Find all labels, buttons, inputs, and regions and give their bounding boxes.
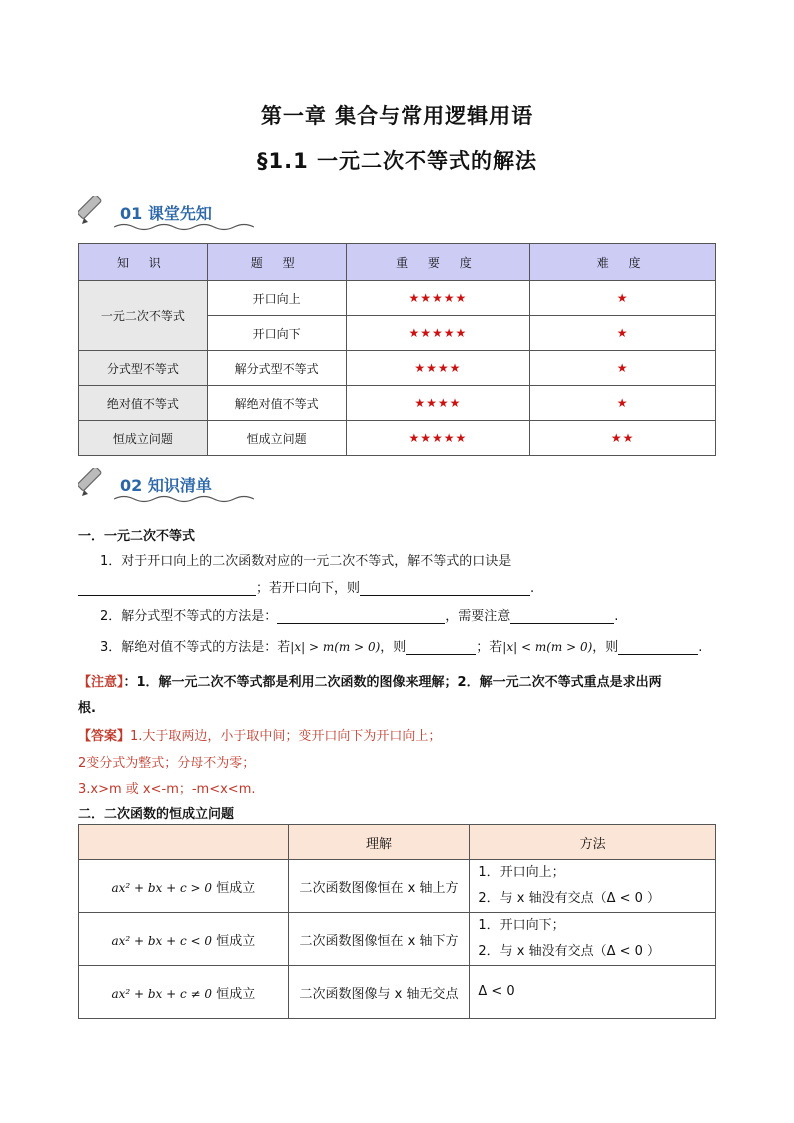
- table-row: [79, 386, 716, 421]
- answer-text-1: 1.大于取两边，小于取中间；变开口向下为开口向上；: [130, 729, 442, 744]
- item3-end: .: [698, 640, 703, 655]
- answer-line2: 2变分式为整式；分母不为零；: [78, 756, 256, 771]
- squiggle-underline: [114, 222, 254, 232]
- header-importance: 重 要 度: [346, 244, 530, 281]
- importance-stars: ★★★★: [346, 386, 530, 421]
- condition-text: 恒成立: [216, 986, 256, 1002]
- knowledge-cell: 绝对值不等式: [79, 386, 208, 421]
- section-header-01: [78, 196, 308, 228]
- note-label: 【注意】: [78, 675, 124, 690]
- answer-blank: [510, 609, 614, 624]
- item2-text-a: 2．解分式型不等式的方法是：: [100, 609, 278, 624]
- section-title: §1.1 一元二次不等式的解法: [256, 149, 537, 173]
- header-method: 方法: [470, 825, 716, 860]
- answer-blank: [78, 581, 256, 596]
- answer-line3: 3.x>m 或 x<-m；-m<x<m.: [78, 782, 256, 797]
- knowledge-overview-table: [78, 243, 716, 456]
- item1-end: .: [530, 581, 535, 596]
- header-knowledge: 知 识: [79, 244, 208, 281]
- header-blank: [79, 825, 289, 860]
- chapter-title: 第一章 集合与常用逻辑用语: [260, 104, 534, 128]
- note-line: [78, 671, 662, 690]
- section-title-02: 02 知识清单: [120, 476, 212, 495]
- understand-cell: 二次函数图像与 x 轴无交点: [288, 966, 470, 1019]
- method-line: 2．与 x 轴没有交点（Δ < 0 ）: [478, 944, 661, 959]
- answer-line1: [78, 725, 441, 744]
- item3-text-b: ，则: [380, 640, 407, 655]
- note-line2: 根.: [78, 701, 96, 716]
- answer-blank: [360, 581, 530, 596]
- part2-title: 二．二次函数的恒成立问题: [78, 807, 235, 822]
- header-type: 题 型: [207, 244, 346, 281]
- method-line: 2．与 x 轴没有交点（Δ < 0 ）: [478, 891, 661, 906]
- header-understand: 理解: [288, 825, 470, 860]
- answer-blank: [277, 609, 445, 624]
- section-title-01: 01 课堂先知: [120, 204, 212, 223]
- knowledge-cell: 一元二次不等式: [79, 281, 208, 351]
- condition-cell: [79, 860, 289, 913]
- condition-text: 恒成立: [216, 933, 256, 949]
- answer-blank: [406, 640, 476, 655]
- item2-line: [100, 605, 618, 624]
- table-row: [79, 860, 716, 913]
- table-header-row: [79, 244, 716, 281]
- importance-stars: ★★★★★: [346, 316, 530, 351]
- item1-line2: [78, 577, 534, 596]
- method-cell: Δ < 0: [470, 966, 716, 1019]
- note-text: ：1．解一元二次不等式都是利用二次函数的图像来理解；2．解一元二次不等式重点是求出两: [123, 675, 662, 690]
- understand-cell: 二次函数图像恒在 x 轴上方: [288, 860, 470, 913]
- item3-text-d: ，则: [592, 640, 619, 655]
- method-line: 1．开口向下；: [478, 918, 565, 933]
- item3-math2: |x| < m(m > 0): [502, 640, 593, 654]
- method-line: 1．开口向上；: [478, 865, 565, 880]
- condition-text: 恒成立: [216, 880, 256, 896]
- method-cell: [470, 860, 716, 913]
- type-cell: 解绝对值不等式: [207, 386, 346, 421]
- item3-text-a: 3．解绝对值不等式的方法是：若: [100, 640, 291, 655]
- item3-line: [100, 636, 702, 655]
- table-header-row: [79, 825, 716, 860]
- constant-inequality-table: [78, 824, 716, 1019]
- knowledge-cell: 分式型不等式: [79, 351, 208, 386]
- table-row: [79, 966, 716, 1019]
- importance-stars: ★★★★★: [346, 281, 530, 316]
- type-cell: 开口向上: [207, 281, 346, 316]
- answer-label: 【答案】: [78, 729, 131, 744]
- difficulty-stars: ★: [530, 281, 716, 316]
- header-difficulty: 难 度: [530, 244, 716, 281]
- difficulty-stars: ★: [530, 386, 716, 421]
- item2-text-b: ，需要注意: [445, 609, 511, 624]
- difficulty-stars: ★★: [530, 421, 716, 456]
- item3-text-c: ；若: [476, 640, 503, 655]
- difficulty-stars: ★: [530, 351, 716, 386]
- answer-blank: [618, 640, 698, 655]
- importance-stars: ★★★★★: [346, 421, 530, 456]
- condition-math: ax² + bx + c < 0: [111, 933, 213, 948]
- item2-end: .: [614, 609, 619, 624]
- table-row: [79, 281, 716, 316]
- squiggle-underline: [114, 494, 254, 504]
- importance-stars: ★★★★: [346, 351, 530, 386]
- section-header-02: [78, 468, 308, 500]
- pencil-icon: [78, 196, 114, 228]
- item1-text-b: ；若开口向下，则: [256, 581, 361, 596]
- method-cell: [470, 913, 716, 966]
- table-row: [79, 351, 716, 386]
- difficulty-stars: ★: [530, 316, 716, 351]
- pencil-icon: [78, 468, 114, 500]
- table-row: [79, 913, 716, 966]
- condition-cell: [79, 966, 289, 1019]
- item1-text: 1．对于开口向上的二次函数对应的一元二次不等式，解不等式的口诀是: [100, 554, 512, 569]
- type-cell: 开口向下: [207, 316, 346, 351]
- type-cell: 恒成立问题: [207, 421, 346, 456]
- item3-math1: |x| > m(m > 0): [290, 640, 381, 654]
- table-row: [79, 421, 716, 456]
- condition-math: ax² + bx + c > 0: [111, 880, 213, 895]
- type-cell: 解分式型不等式: [207, 351, 346, 386]
- understand-cell: 二次函数图像恒在 x 轴下方: [288, 913, 470, 966]
- condition-cell: [79, 913, 289, 966]
- knowledge-cell: 恒成立问题: [79, 421, 208, 456]
- part1-title: 一．一元二次不等式: [78, 529, 196, 544]
- condition-math: ax² + bx + c ≠ 0: [111, 986, 213, 1001]
